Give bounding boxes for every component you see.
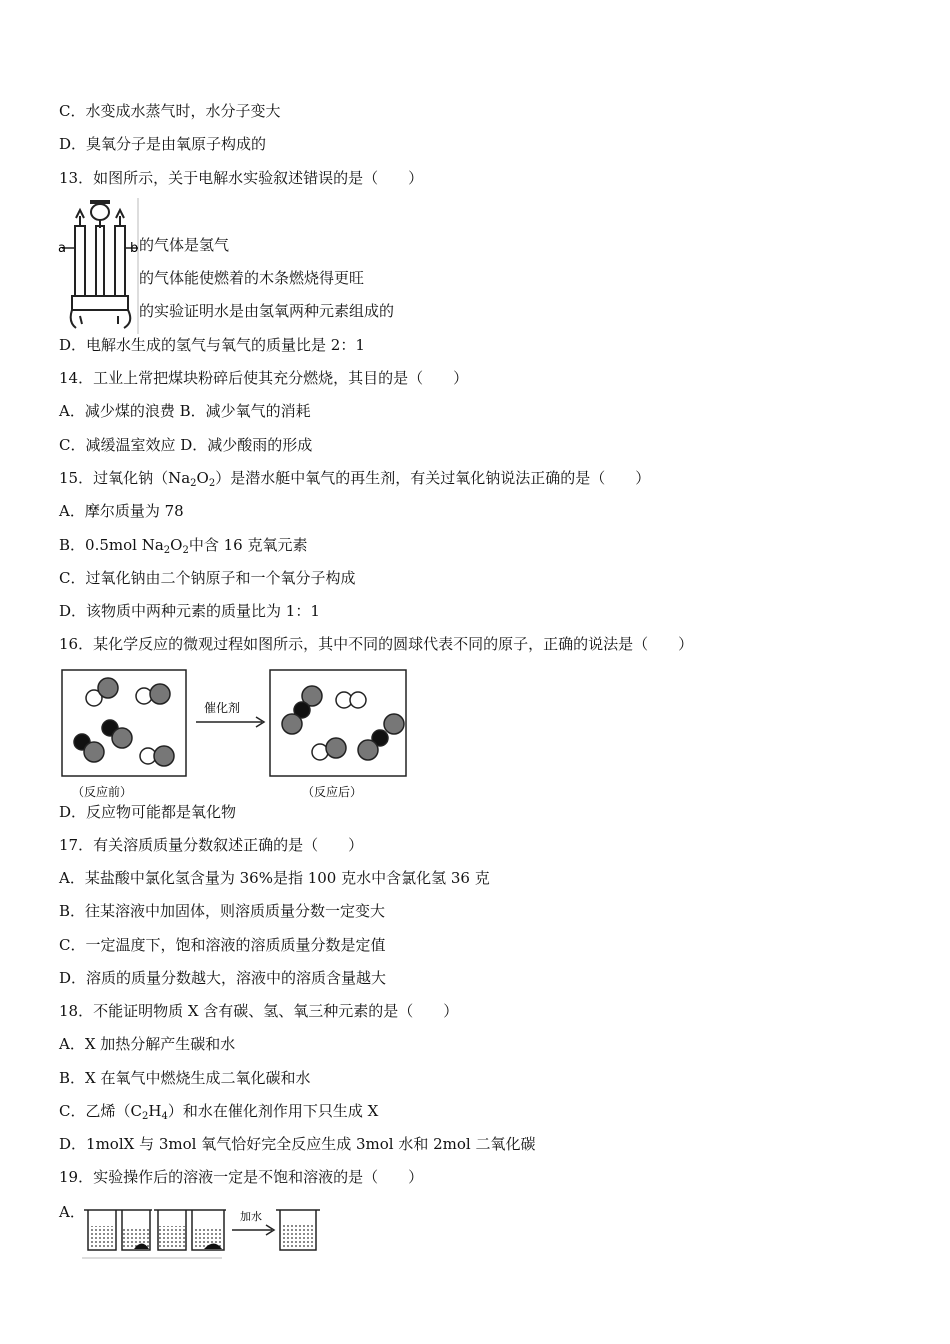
add-water-label: 加水 (240, 1210, 262, 1223)
option-c-fragment: 的实验证明水是由氢氧两种元素组成的 (139, 302, 395, 320)
option-b-fragment: 的气体能使燃着的木条燃烧得更旺 (139, 269, 365, 287)
question-14: 14．工业上常把煤块粉碎后使其充分燃烧，其目的是（ ） (59, 369, 469, 387)
question-16: 16．某化学反应的微观过程如图所示，其中不同的圆球代表不同的原子，正确的说法是（ ） (59, 635, 694, 653)
option-c-line: C．过氧化钠由二个钠原子和一个氧分子构成 (59, 569, 356, 587)
question-13: 13．如图所示，关于电解水实验叙述错误的是（ ） (59, 169, 424, 187)
beakers-figure (82, 1200, 326, 1262)
option-c-line: C．水变成水蒸气时，水分子变大 (59, 102, 281, 120)
option-a-line: A．X 加热分解产生碳和水 (59, 1035, 236, 1053)
option-d-line: D．1molX 与 3mol 氧气恰好完全反应生成 3mol 水和 2mol 二氧化碳 (59, 1135, 536, 1153)
option-d-line: D．溶质的质量分数越大，溶液中的溶质含量越大 (59, 969, 387, 987)
option-a-line: A．摩尔质量为 78 (59, 502, 184, 520)
electrode-b-label: b (130, 241, 139, 256)
option-c-line: C．乙烯$(C_2H_4)$和水在催化剂作用下只生成 X (59, 1102, 379, 1122)
option-a-line: A．某盐酸中氯化氢含量为 36%是指 100 克水中含氯化氢 36 克 (59, 869, 490, 887)
before-caption: （反应前） (72, 785, 133, 799)
electrolysis-figure (58, 198, 142, 334)
option-b-line: B．0.5mol $Na_2O_2$中含 16 克氧元素 (59, 536, 308, 556)
options-cd: C．减缓温室效应 D．减少酸雨的形成 (59, 436, 313, 454)
option-d-line: D．该物质中两种元素的质量比为 1：1 (59, 602, 320, 620)
options-ab: A．减少煤的浪费 B．减少氧气的消耗 (59, 402, 311, 420)
option-b-line: B．往某溶液中加固体，则溶质质量分数一定变大 (59, 902, 386, 920)
after-caption: （反应后） (302, 785, 363, 799)
question-15: 15．过氧化钠$(Na_2O_2)$是潜水艇中氧气的再生剂，有关过氧化钠说法正确的是（ ） (59, 469, 651, 489)
option-a-fragment: 的气体是氢气 (139, 236, 230, 254)
option-d-line: D．臭氧分子是由氧原子构成的 (59, 135, 267, 153)
question-18: 18．不能证明物质 X 含有碳、氢、氧三种元素的是（ ） (59, 1002, 459, 1020)
reaction-figure (58, 666, 410, 804)
option-d-line: D．反应物可能都是氧化物 (59, 803, 237, 821)
option-d-line: D．电解水生成的氢气与氧气的质量比是 2：1 (59, 336, 365, 354)
catalyst-label: 催化剂 (204, 701, 241, 715)
option-c-line: C．一定温度下，饱和溶液的溶质质量分数是定值 (59, 936, 386, 954)
question-17: 17．有关溶质质量分数叙述正确的是（ ） (59, 836, 364, 854)
option-b-line: B．X 在氧气中燃烧生成二氧化碳和水 (59, 1069, 311, 1087)
electrode-a-label: a (58, 241, 66, 256)
option-a-label: A． (59, 1203, 85, 1221)
question-19: 19．实验操作后的溶液一定是不饱和溶液的是（ ） (59, 1168, 424, 1186)
